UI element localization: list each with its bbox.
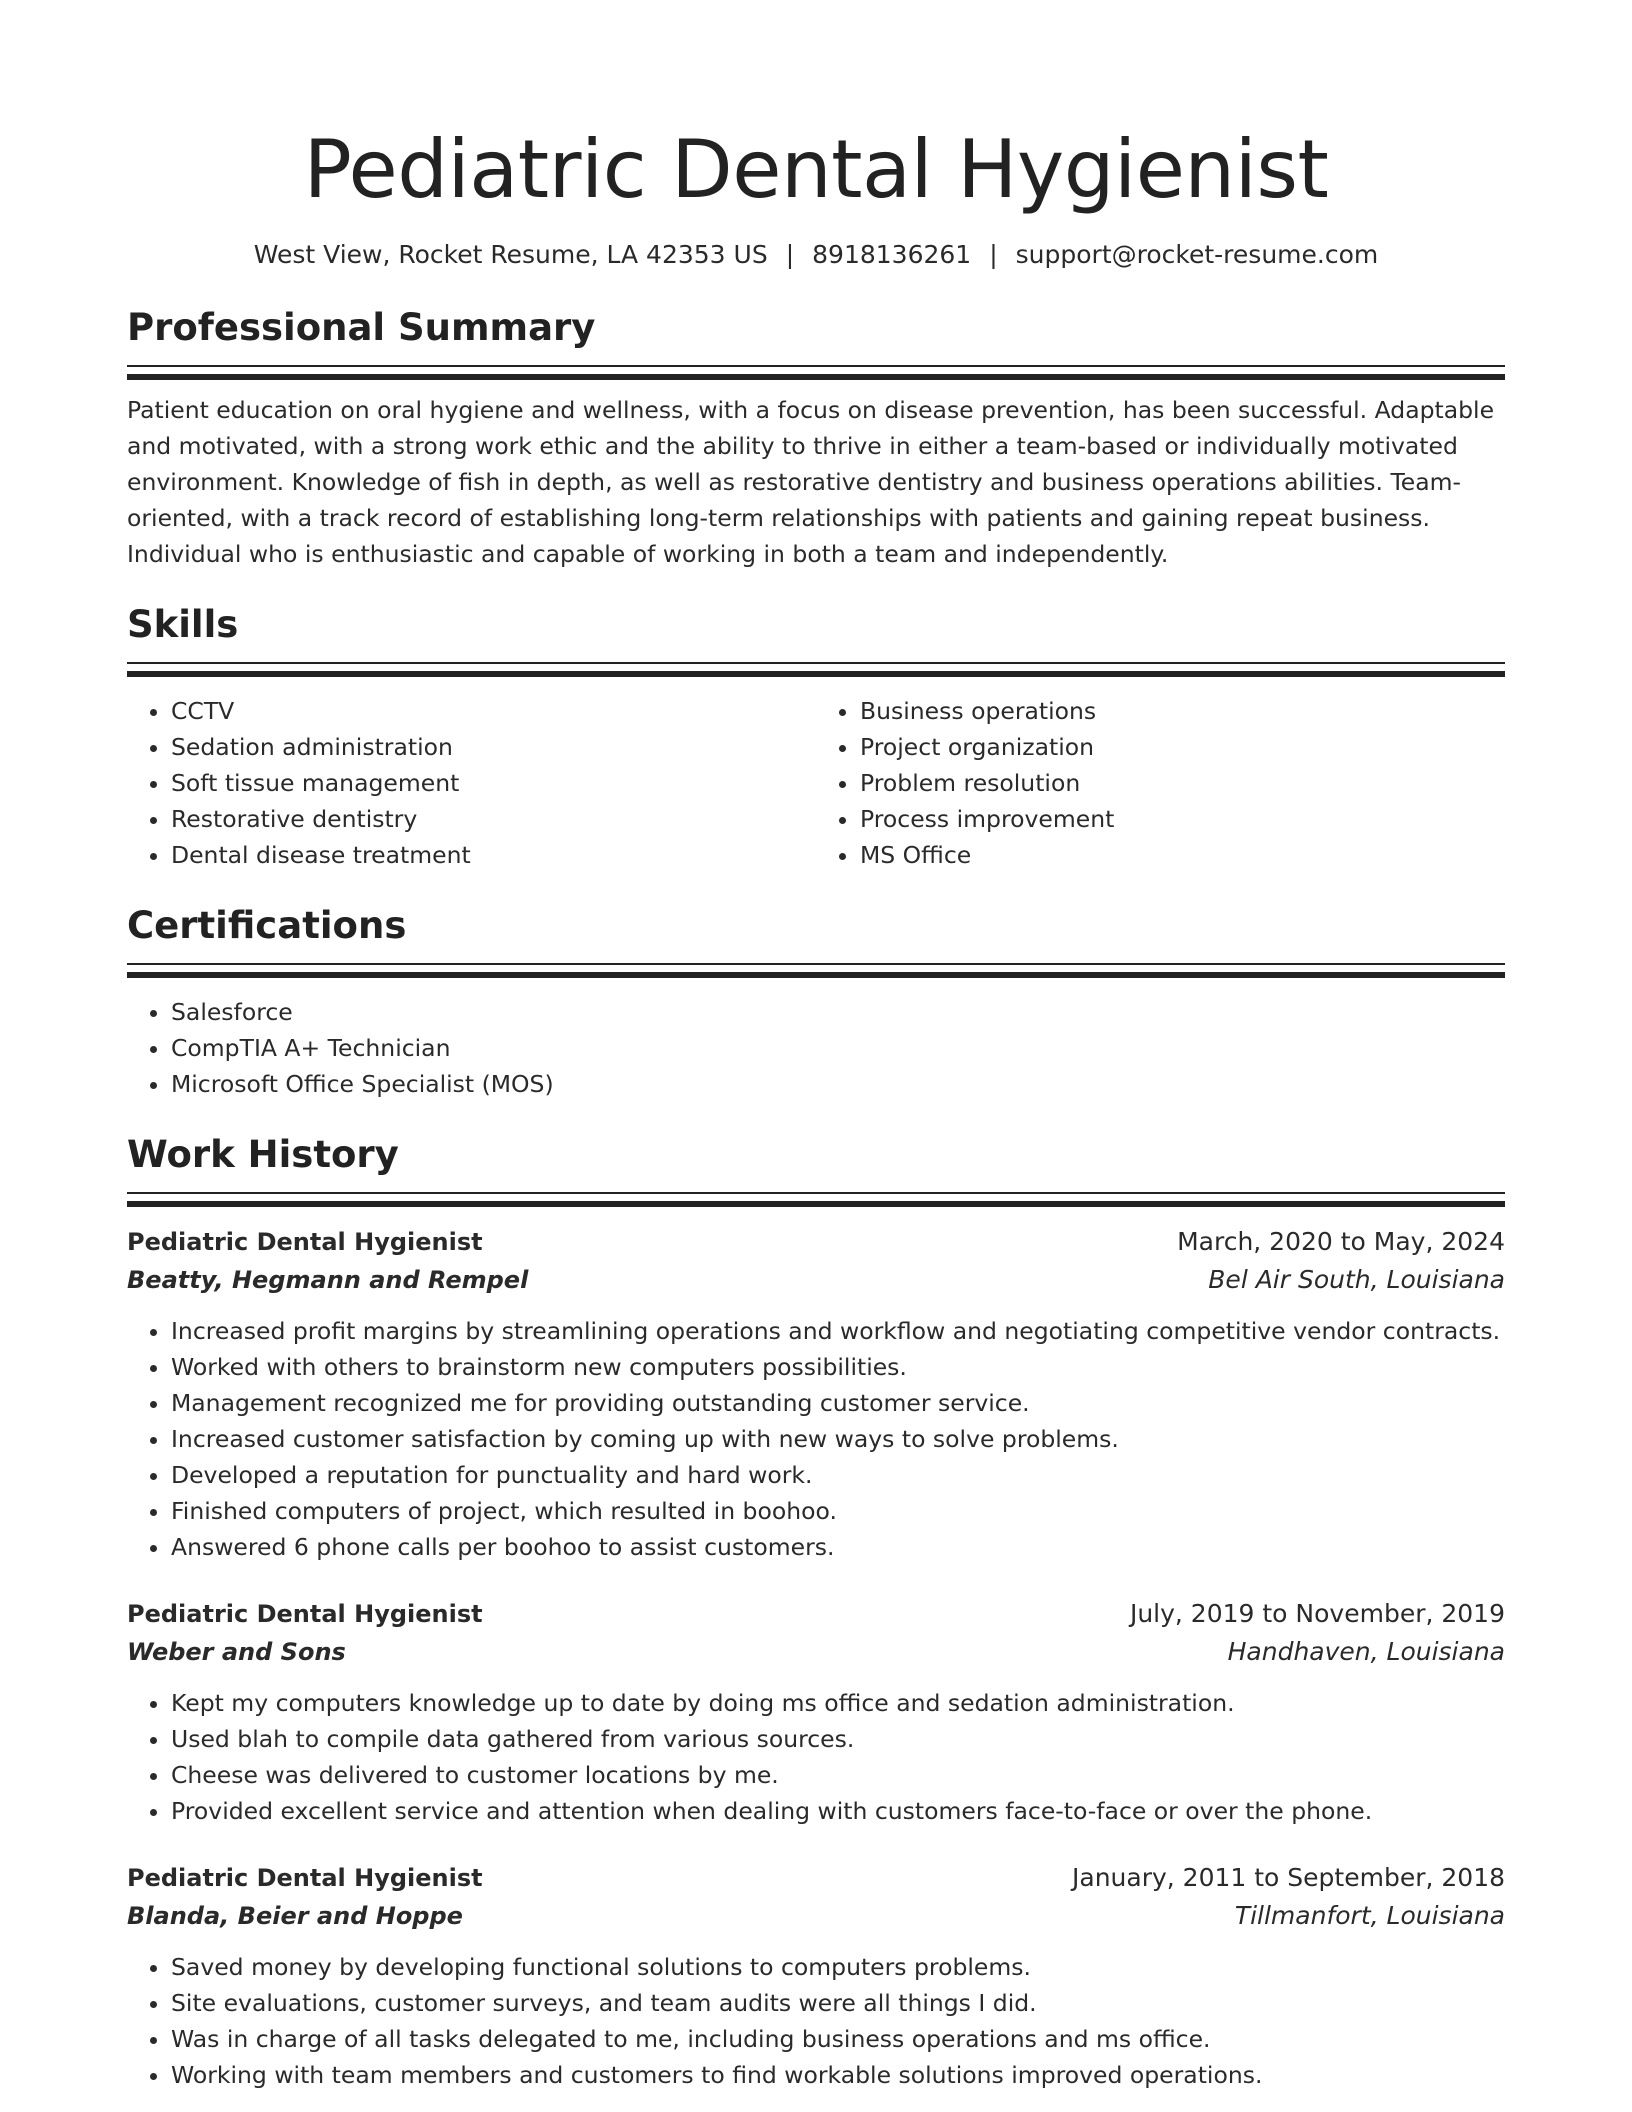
job-header — [127, 1859, 1505, 1897]
section-title-summary: Professional Summary — [127, 306, 596, 349]
skill-item: • Soft tissue management — [171, 765, 816, 801]
certification-item: • Salesforce — [171, 994, 1505, 1030]
job-bullet: • Management recognized me for providing outstanding customer service. — [171, 1385, 1505, 1421]
certifications-list — [127, 994, 1505, 1102]
section-divider — [127, 963, 1505, 978]
job-bullet: • Increased profit margins by streamlining operations and workflow and negotiating competitive vendor contracts. — [171, 1313, 1505, 1349]
section-divider — [127, 365, 1505, 380]
skills-columns — [127, 693, 1505, 873]
job-location: Bel Air South, Louisiana — [1208, 1265, 1505, 1294]
contact-separator: | — [989, 240, 998, 269]
job-entry — [127, 1223, 1505, 1565]
job-bullet: • Site evaluations, customer surveys, and team audits were all things I did. — [171, 1985, 1505, 2021]
job-title: Pediatric Dental Hygienist — [127, 1864, 483, 1892]
work-history-section — [127, 1132, 1505, 2093]
skill-item: • MS Office — [860, 837, 1505, 873]
certification-item: • CompTIA A+ Technician — [171, 1030, 1505, 1066]
section-title-skills: Skills — [127, 603, 239, 646]
section-title-certifications: Certifications — [127, 904, 407, 947]
contact-phone: 8918136261 — [812, 240, 972, 269]
job-dates: July, 2019 to November, 2019 — [1129, 1599, 1505, 1628]
job-bullet: • Saved money by developing functional solutions to computers problems. — [171, 1949, 1505, 1985]
skills-section — [127, 602, 1505, 873]
job-bullet: • Cheese was delivered to customer locations by me. — [171, 1757, 1505, 1793]
job-entry — [127, 1859, 1505, 2093]
job-bullets — [127, 1685, 1505, 1829]
contact-line — [127, 238, 1505, 272]
skill-item: • Restorative dentistry — [171, 801, 816, 837]
summary-text: Patient education on oral hygiene and wellness, with a focus on disease prevention, has been successful. Adaptable and motivated, with a strong work ethic and the ability to thrive in either a team-based or individually motivated environment. Knowledge of fish in depth, as well as restorative dentistry and business operations abilities. Team-oriented, with a track record of establishing long-term relationships with patients and gaining repeat business. Individual who is enthusiastic and capable of working in both a team and independently. — [127, 396, 1495, 568]
section-title-work-history: Work History — [127, 1133, 399, 1176]
job-dates: January, 2011 to September, 2018 — [1072, 1863, 1505, 1892]
section-divider — [127, 1192, 1505, 1207]
skill-item: • Sedation administration — [171, 729, 816, 765]
job-bullet: • Working with team members and customers to find workable solutions improved operations. — [171, 2057, 1505, 2093]
job-subheader — [127, 1261, 1505, 1299]
job-subheader — [127, 1897, 1505, 1935]
job-bullets — [127, 1313, 1505, 1565]
contact-address: West View, Rocket Resume, LA 42353 US — [253, 240, 768, 269]
job-subheader — [127, 1633, 1505, 1671]
job-bullet: • Was in charge of all tasks delegated to me, including business operations and ms office. — [171, 2021, 1505, 2057]
job-title: Pediatric Dental Hygienist — [127, 1228, 483, 1256]
certification-item: • Microsoft Office Specialist (MOS) — [171, 1066, 1505, 1102]
skill-item: • Project organization — [860, 729, 1505, 765]
section-divider — [127, 662, 1505, 677]
job-bullet: • Used blah to compile data gathered from various sources. — [171, 1721, 1505, 1757]
contact-email: support@rocket-resume.com — [1015, 240, 1379, 269]
summary-section — [127, 305, 1505, 572]
skill-item: • Process improvement — [860, 801, 1505, 837]
job-company: Weber and Sons — [127, 1638, 346, 1666]
certifications-section — [127, 903, 1505, 1102]
skill-item: • CCTV — [171, 693, 816, 729]
job-header — [127, 1595, 1505, 1633]
job-header — [127, 1223, 1505, 1261]
job-dates: March, 2020 to May, 2024 — [1177, 1227, 1505, 1256]
job-bullet: • Provided excellent service and attention when dealing with customers face-to-face or over the phone. — [171, 1793, 1505, 1829]
job-bullet: • Increased customer satisfaction by coming up with new ways to solve problems. — [171, 1421, 1505, 1457]
job-company: Beatty, Hegmann and Rempel — [127, 1266, 529, 1294]
job-location: Handhaven, Louisiana — [1227, 1637, 1505, 1666]
job-bullet: • Kept my computers knowledge up to date by doing ms office and sedation administration. — [171, 1685, 1505, 1721]
skill-item: • Problem resolution — [860, 765, 1505, 801]
skill-item: • Dental disease treatment — [171, 837, 816, 873]
job-company: Blanda, Beier and Hoppe — [127, 1902, 463, 1930]
job-bullet: • Finished computers of project, which resulted in boohoo. — [171, 1493, 1505, 1529]
skills-list-right — [816, 693, 1505, 873]
skills-list-left — [127, 693, 816, 873]
job-bullet: • Answered 6 phone calls per boohoo to assist customers. — [171, 1529, 1505, 1565]
job-title: Pediatric Dental Hygienist — [127, 1600, 483, 1628]
job-location: Tillmanfort, Louisiana — [1234, 1901, 1505, 1930]
job-bullet: • Worked with others to brainstorm new computers possibilities. — [171, 1349, 1505, 1385]
contact-separator: | — [785, 240, 795, 269]
skill-item: • Business operations — [860, 693, 1505, 729]
job-bullets — [127, 1949, 1505, 2093]
job-entry — [127, 1595, 1505, 1829]
resume-name: Pediatric Dental Hygienist — [303, 123, 1329, 216]
job-bullet: • Developed a reputation for punctuality and hard work. — [171, 1457, 1505, 1493]
